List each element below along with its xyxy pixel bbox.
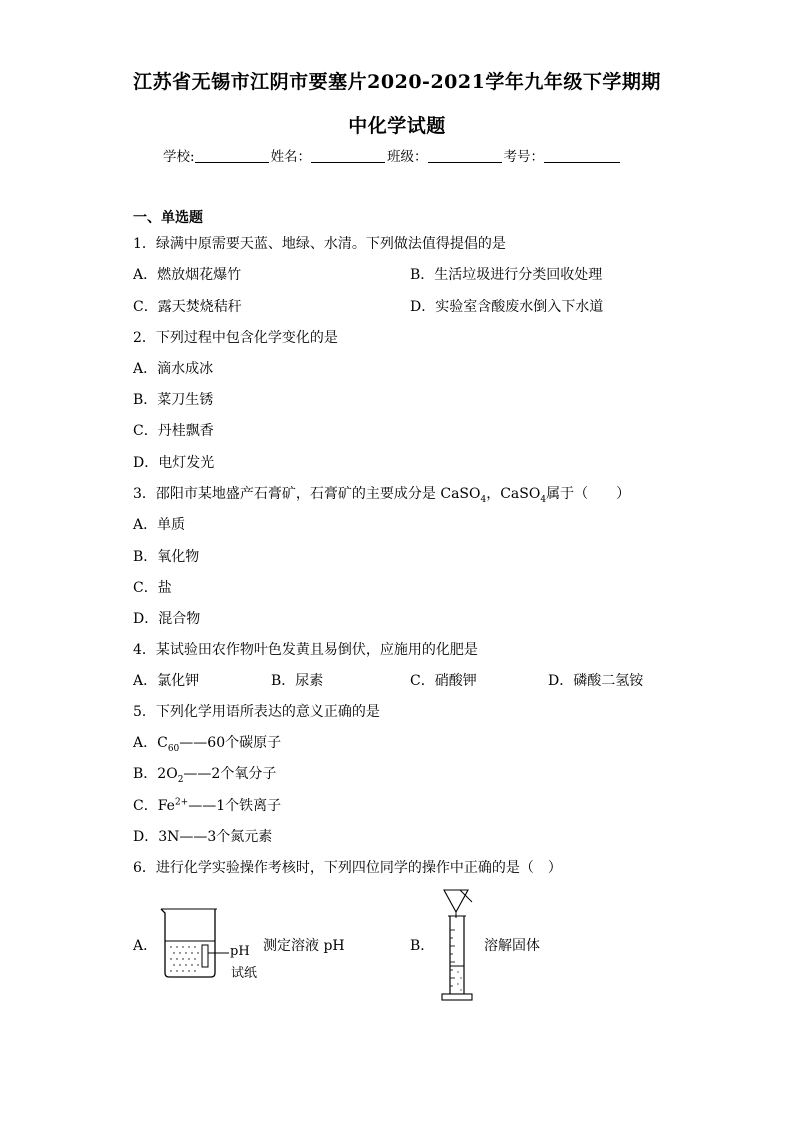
q1-stem: 1．绿满中原需要天蓝、地绿、水清。下列做法值得提倡的是: [133, 236, 506, 252]
q4-stem: 4．某试验田农作物叶色发黄且易倒伏，应施用的化肥是: [133, 642, 478, 658]
q5-option-c: [133, 795, 281, 815]
q5-c-post: ——1个铁离子: [188, 798, 282, 814]
q2-stem: 2．下列过程中包含化学变化的是: [133, 330, 338, 346]
q5-c-sup: 2+: [174, 797, 189, 808]
q5-a-post: ——60个碳原子: [179, 735, 282, 751]
q3-option-b: B．氧化物: [133, 549, 200, 565]
q5-c-pre: C．Fe: [133, 798, 175, 814]
q1-option-d: D．实验室含酸废水倒入下水道: [410, 299, 604, 315]
q4-option-b: B．尿素: [271, 673, 324, 689]
q6-option-b-text: 溶解固体: [484, 938, 540, 954]
q3-stem-part3: 属于（ ）: [546, 486, 631, 502]
q6-stem: 6．进行化学实验操作考核时，下列四位同学的操作中正确的是（ ）: [133, 860, 562, 876]
q1-option-b: B．生活垃圾进行分类回收处理: [410, 267, 603, 283]
q3-option-d: D．混合物: [133, 611, 201, 627]
measuring-cylinder-figure: [434, 886, 480, 1004]
q5-a-sub: 60: [167, 743, 180, 754]
student-info-row: [163, 145, 622, 165]
class-label: 班级：: [387, 149, 428, 165]
q3-stem-part1: 3．邵阳市某地盛产石膏矿，石膏矿的主要成分是 CaSO: [133, 486, 481, 502]
q2-option-a: A．滴水成冰: [133, 361, 214, 377]
school-blank[interactable]: [195, 148, 269, 163]
q4-option-c: C．硝酸钾: [410, 673, 477, 689]
q5-b-pre: B．2O: [133, 766, 178, 782]
q6-option-a-text: 测定溶液 pH: [263, 938, 345, 954]
q2-option-b: B．菜刀生锈: [133, 392, 214, 408]
q3-stem-part2: ，CaSO: [486, 486, 541, 502]
q3-subscript2: 4: [540, 494, 547, 505]
exam-title-line1: 江苏省无锡市江阴市要塞片2020-2021学年九年级下学期期: [133, 71, 661, 93]
q6-option-a-label: A．: [133, 938, 158, 954]
test-paper-label: 试纸: [231, 966, 258, 981]
q5-b-sub: 2: [177, 774, 184, 785]
q5-stem: 5．下列化学用语所表达的意义正确的是: [133, 704, 380, 720]
q3-option-c: C．盐: [133, 580, 172, 596]
q5-option-b: [133, 763, 276, 785]
q3-subscript1: 4: [480, 494, 487, 505]
q5-b-post: ——2个氧分子: [183, 766, 277, 782]
q1-option-a: A．燃放烟花爆竹: [133, 267, 242, 283]
q5-option-a: [133, 732, 281, 754]
q3-stem: [133, 483, 630, 505]
q1-option-c: C．露天焚烧秸秆: [133, 299, 242, 315]
q2-option-c: C．丹桂飘香: [133, 423, 214, 439]
q4-option-d: D．磷酸二氢铵: [548, 673, 644, 689]
number-blank[interactable]: [544, 148, 620, 163]
name-blank[interactable]: [311, 148, 385, 163]
class-blank[interactable]: [428, 148, 502, 163]
exam-title-line2: 中化学试题: [348, 115, 446, 137]
name-label: 姓名：: [270, 149, 312, 165]
section-heading: 一、单选题: [133, 210, 203, 226]
q2-option-d: D．电灯发光: [133, 455, 215, 471]
q5-option-d: D．3N——3个氮元素: [133, 829, 273, 845]
school-label: 学校:: [163, 149, 195, 165]
ph-label: pH: [230, 944, 250, 959]
q5-a-pre: A．C: [133, 735, 168, 751]
q6-option-b-label: B．: [410, 938, 435, 954]
q4-option-a: A．氯化钾: [133, 673, 200, 689]
q3-option-a: A．单质: [133, 517, 186, 533]
number-label: 考号：: [503, 149, 545, 165]
